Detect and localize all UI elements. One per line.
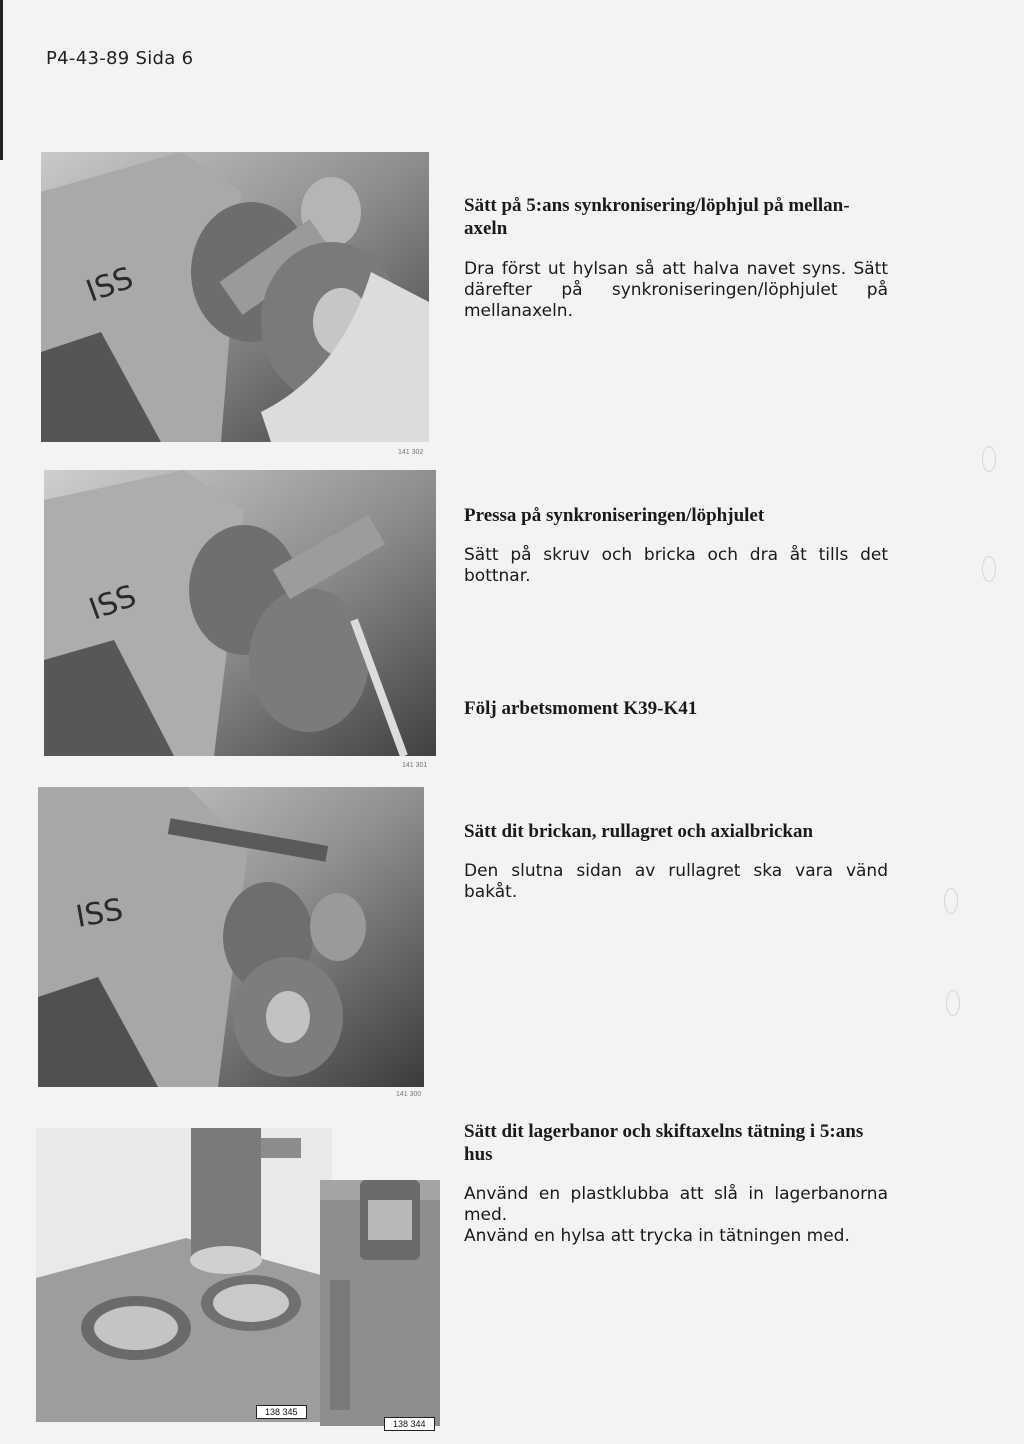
page-header: P4-43-89 Sida 6 (46, 48, 194, 69)
step-body: Den slutna sidan av rullagret ska vara vänd bakåt. (464, 861, 888, 902)
step-2-note (464, 697, 888, 720)
step-1 (464, 194, 888, 322)
step-title: Sätt dit lagerbanor och skiftaxelns tätning i 5:ans hus (464, 1121, 864, 1165)
photo-code: 141 300 (396, 1091, 422, 1098)
photo-code: 141 301 (402, 762, 428, 769)
photo-code: 138 344 (384, 1417, 435, 1431)
step-title: Sätt dit brickan, rullagret och axialbrickan (464, 821, 814, 842)
svg-text:ISS: ISS (84, 578, 141, 628)
svg-text:ISS: ISS (81, 260, 138, 310)
step-note: Följ arbetsmoment K39-K41 (464, 698, 698, 719)
step-body-line: Använd en plastklubba att slå in lagerbanorna med. (464, 1184, 888, 1225)
binder-hole-mark (982, 446, 996, 472)
photo-press-synchronizer (44, 470, 436, 756)
photo-code: 138 345 (256, 1405, 307, 1419)
photo-shift-shaft-seal (320, 1180, 440, 1426)
page-edge (0, 0, 3, 160)
step-2 (464, 504, 888, 587)
svg-text:ISS: ISS (73, 892, 126, 935)
photo-code: 141 302 (398, 449, 424, 456)
binder-hole-mark (946, 990, 960, 1016)
photo-gear-synchronizer-install (41, 152, 429, 442)
binder-hole-mark (982, 556, 996, 582)
step-body-line: Använd en hylsa att trycka in tätningen med. (464, 1226, 850, 1246)
photo-washer-roller-bearing (38, 787, 424, 1087)
photo-bearing-race-mallet (36, 1128, 332, 1422)
binder-hole-mark (944, 888, 958, 914)
step-title: Pressa på synkroniseringen/löphjulet (464, 505, 765, 526)
step-body: Sätt på skruv och bricka och dra åt tills det bottnar. (464, 545, 888, 586)
step-4 (464, 1120, 888, 1247)
step-title: Sätt på 5:ans synkronisering/löphjul på mellan-axeln (464, 195, 850, 239)
step-body: Dra först ut hylsan så att halva navet syns. Sätt därefter på synkroniseringen/löphjulet på mellanaxeln. (464, 259, 888, 321)
step-3 (464, 820, 888, 903)
